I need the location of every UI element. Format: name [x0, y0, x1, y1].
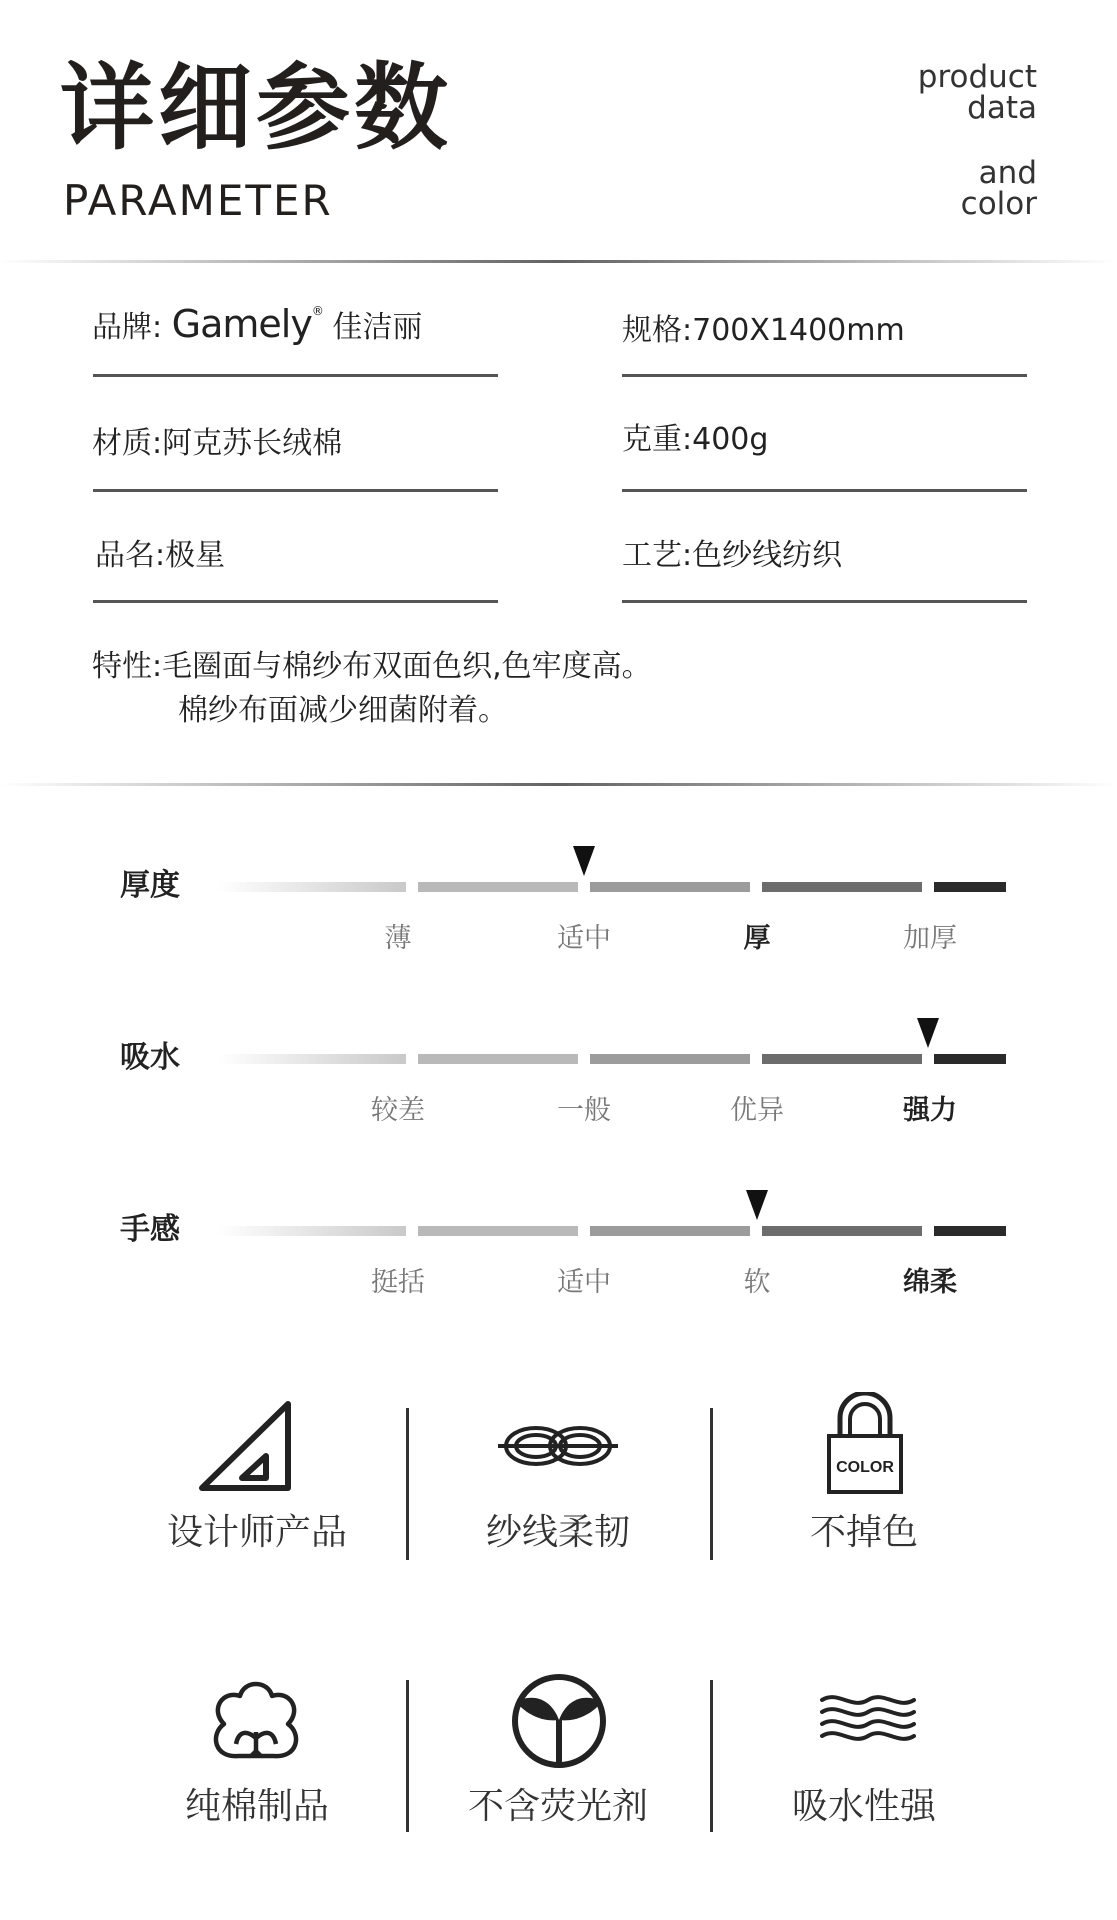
feature-label: 吸水性强	[791, 1786, 936, 1827]
spec-brand	[92, 302, 422, 346]
scale-tick-label: 厚	[743, 923, 771, 954]
feature-label: 设计师产品	[166, 1512, 347, 1553]
scale-segment	[762, 1226, 922, 1236]
scale-segment	[934, 882, 1006, 892]
scale-label: 吸水	[120, 1040, 180, 1075]
scale-segment	[590, 882, 750, 892]
scale-segment	[218, 882, 406, 892]
separator	[406, 1680, 409, 1832]
spec-weight: 克重:400g	[622, 422, 769, 457]
yarn-knot-icon	[496, 1416, 620, 1476]
spec-feature-line: 特性:毛圈面与棉纱布双面色织,色牢度高。	[92, 649, 652, 684]
scale-segment	[418, 1226, 578, 1236]
sprout-circle-icon	[510, 1672, 608, 1770]
scale-tick-label: 软	[743, 1267, 771, 1298]
spec-brand-label: 品牌:	[92, 310, 163, 345]
scale-marker-icon	[917, 1018, 939, 1048]
cotton-flower-icon	[208, 1678, 304, 1762]
spec-brand-cn: 佳洁丽	[332, 310, 423, 345]
scale-tick-label: 挺括	[371, 1267, 425, 1298]
scale-tick-label: 加厚	[903, 923, 957, 954]
scale-segment	[762, 882, 922, 892]
feature-label: 纱线柔韧	[485, 1512, 630, 1553]
divider	[0, 260, 1117, 263]
scale-marker-icon	[573, 846, 595, 876]
scale-segment	[934, 1054, 1006, 1064]
scale-segment	[590, 1226, 750, 1236]
scale-tick-label: 适中	[557, 1267, 611, 1298]
brand-logo	[172, 302, 323, 346]
spec-rule	[93, 489, 498, 492]
scale-tick-label: 适中	[557, 923, 611, 954]
spec-size: 规格:700X1400mm	[622, 313, 905, 348]
scale-segment	[590, 1054, 750, 1064]
caption-line: and	[978, 155, 1037, 191]
scale-segment	[418, 1054, 578, 1064]
caption-line: data	[967, 90, 1037, 126]
spec-rule	[622, 374, 1027, 377]
spec-material: 材质:阿克苏长绒棉	[92, 426, 343, 461]
scale-tick-label: 薄	[384, 923, 412, 954]
color-lock-icon	[826, 1392, 904, 1496]
feature-label: 不含荧光剂	[467, 1786, 648, 1827]
spec-rule	[622, 489, 1027, 492]
registered-mark: ®	[311, 304, 323, 318]
scale-tick-label: 优异	[730, 1095, 784, 1126]
scale-segment	[218, 1054, 406, 1064]
caption-line: product	[917, 59, 1037, 95]
brand-logo-text: Gamely	[171, 302, 312, 346]
separator	[710, 1680, 713, 1832]
scale-segment	[762, 1054, 922, 1064]
spec-feature-line: 棉纱布面减少细菌附着。	[178, 693, 508, 728]
header-side-caption	[917, 59, 1037, 222]
scale-label: 手感	[120, 1212, 180, 1247]
scale-tick-label: 绵柔	[903, 1267, 957, 1298]
spec-rule	[93, 374, 498, 377]
page-title: 详细参数	[60, 54, 453, 163]
feature-label: 不掉色	[809, 1512, 918, 1553]
spec-name: 品名:极星	[95, 538, 226, 573]
scale-tick-label: 一般	[557, 1095, 611, 1126]
scale-marker-icon	[746, 1190, 768, 1220]
caption-line: color	[960, 186, 1037, 222]
separator	[710, 1408, 713, 1560]
scale-segment	[218, 1226, 406, 1236]
spec-craft: 工艺:色纱线纺织	[622, 538, 843, 573]
triangle-ruler-icon	[198, 1400, 298, 1492]
scale-segment	[418, 882, 578, 892]
lock-icon-text: COLOR	[836, 1459, 894, 1476]
water-waves-icon	[818, 1690, 918, 1746]
feature-label: 纯棉制品	[184, 1786, 329, 1827]
scale-tick-label: 强力	[903, 1095, 957, 1126]
scale-label: 厚度	[120, 868, 180, 903]
scale-segment	[934, 1226, 1006, 1236]
spec-rule	[93, 600, 498, 603]
spec-rule	[622, 600, 1027, 603]
divider	[0, 783, 1117, 786]
page-subtitle: PARAMETER	[63, 176, 333, 225]
scale-tick-label: 较差	[371, 1095, 425, 1126]
separator	[406, 1408, 409, 1560]
